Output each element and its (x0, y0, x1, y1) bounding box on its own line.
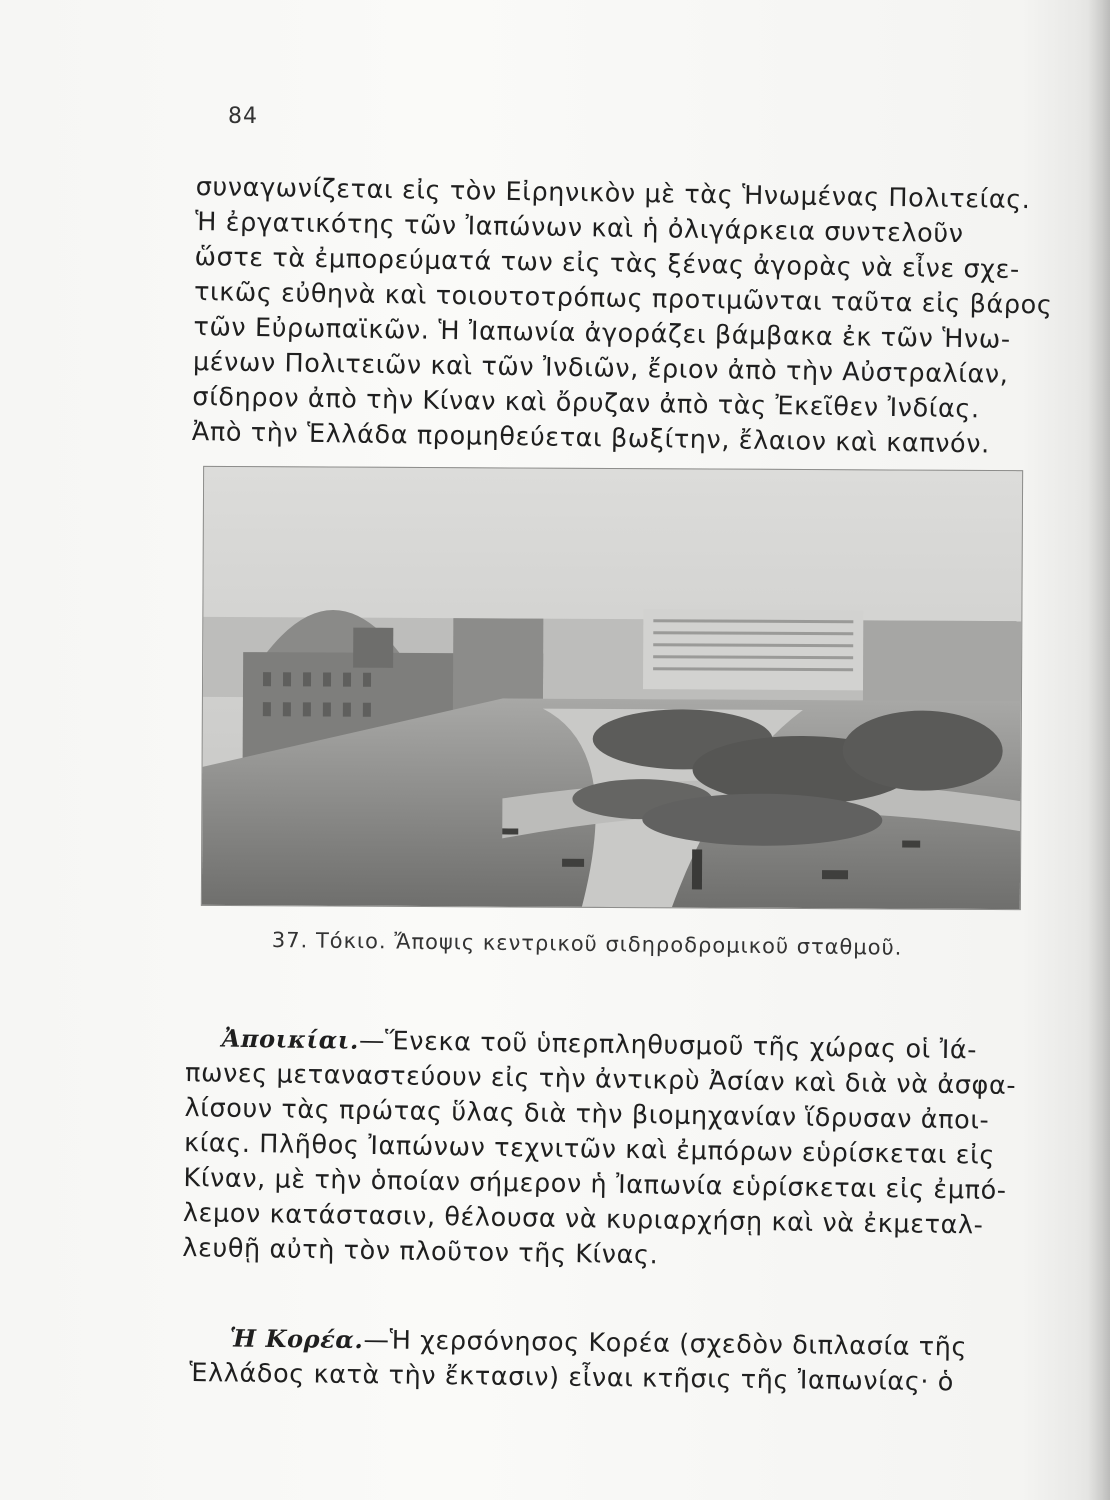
korea-section (189, 1320, 1030, 1401)
text-line: λίσουν τὰς πρώτας ὕλας διὰ τὴν βιομηχανίαν ἵδρυσαν ἀποι- (184, 1092, 990, 1136)
figure-caption: 37. Τόκιο. Ἄποψις κεντρικοῦ σιδηροδρομικοῦ σταθμοῦ. (271, 928, 903, 960)
intro-paragraph (191, 170, 1053, 463)
text-line: Ἡ ἐργατικότης τῶν Ἰαπώνων καὶ ἡ ὀλιγάρκεια συντελοῦν (194, 206, 964, 250)
korea-heading: Ἡ Κορέα. (229, 1323, 364, 1355)
text-line: τῶν Εὐρωπαϊκῶν. Ἡ Ἰαπωνία ἀγοράζει βάμβακα ἐκ τῶν Ἡνω- (193, 311, 1011, 355)
colonies-section (182, 1020, 1026, 1279)
text-line: σίδηρον ἀπὸ τὴν Κίναν καὶ ὄρυζαν ἀπὸ τὰς Ἐκεῖθεν Ἰνδίας. (192, 381, 980, 425)
text-line: Ἀπὸ τὴν Ἑλλάδα προμηθεύεται βωξίτην, ἔλαιον καὶ καπνόν. (191, 416, 991, 460)
text-line: τικῶς εὐθηνὰ καὶ τοιουτοτρόπως προτιμῶνται ταῦτα εἰς βάρος (193, 276, 1053, 321)
tokyo-station-photo (201, 466, 1023, 910)
text-line: λεμον κατάστασιν, θέλουσα νὰ κυριαρχήσῃ καὶ νὰ ἐκμεταλ- (182, 1197, 984, 1241)
korea-first-line: —Ἡ χερσόνησος Κορέα (σχεδὸν διπλασία τῆς (363, 1325, 968, 1363)
colonies-heading: Ἀποικίαι. (221, 1023, 360, 1055)
text-line: συναγωνίζεται εἰς τὸν Εἰρηνικὸν μὲ τὰς Ἡνωμένας Πολιτείας. (195, 171, 1031, 216)
colonies-first-line: —Ἕνεκα τοῦ ὑπερπληθυσμοῦ τῆς χώρας οἱ Ἰά- (358, 1025, 978, 1066)
text-line: λευθῇ αὐτὴ τὸν πλοῦτον τῆς Κίνας. (182, 1232, 659, 1271)
text-line: Κίναν, μὲ τὴν ὁποίαν σήμερον ἡ Ἰαπωνία εὑρίσκεται εἰς ἐμπό- (183, 1162, 1007, 1206)
page-number: 84 (228, 104, 258, 129)
text-line: μένων Πολιτειῶν καὶ τῶν Ἰνδιῶν, ἔριον ἀπὸ τὴν Αὐστραλίαν, (192, 346, 1009, 390)
spine-shadow (1088, 0, 1110, 1500)
photo-illustration (202, 467, 1022, 909)
text-line: πωνες μεταναστεύουν εἰς τὴν ἀντικρὺ Ἀσίαν καὶ διὰ νὰ ἀσφα- (184, 1057, 1017, 1102)
text-line: κίας. Πλῆθος Ἰαπώνων τεχνιτῶν καὶ ἐμπόρων εὑρίσκεται εἰς (183, 1127, 996, 1171)
text-line: Ἑλλάδος κατὰ τὴν ἔκτασιν) εἶναι κτῆσις τῆς Ἰαπωνίας· ὁ (189, 1357, 955, 1398)
text-line: ὥστε τὰ ἐμπορεύματά των εἰς τὰς ξένας ἀγορὰς νὰ εἶνε σχε- (194, 241, 1021, 285)
